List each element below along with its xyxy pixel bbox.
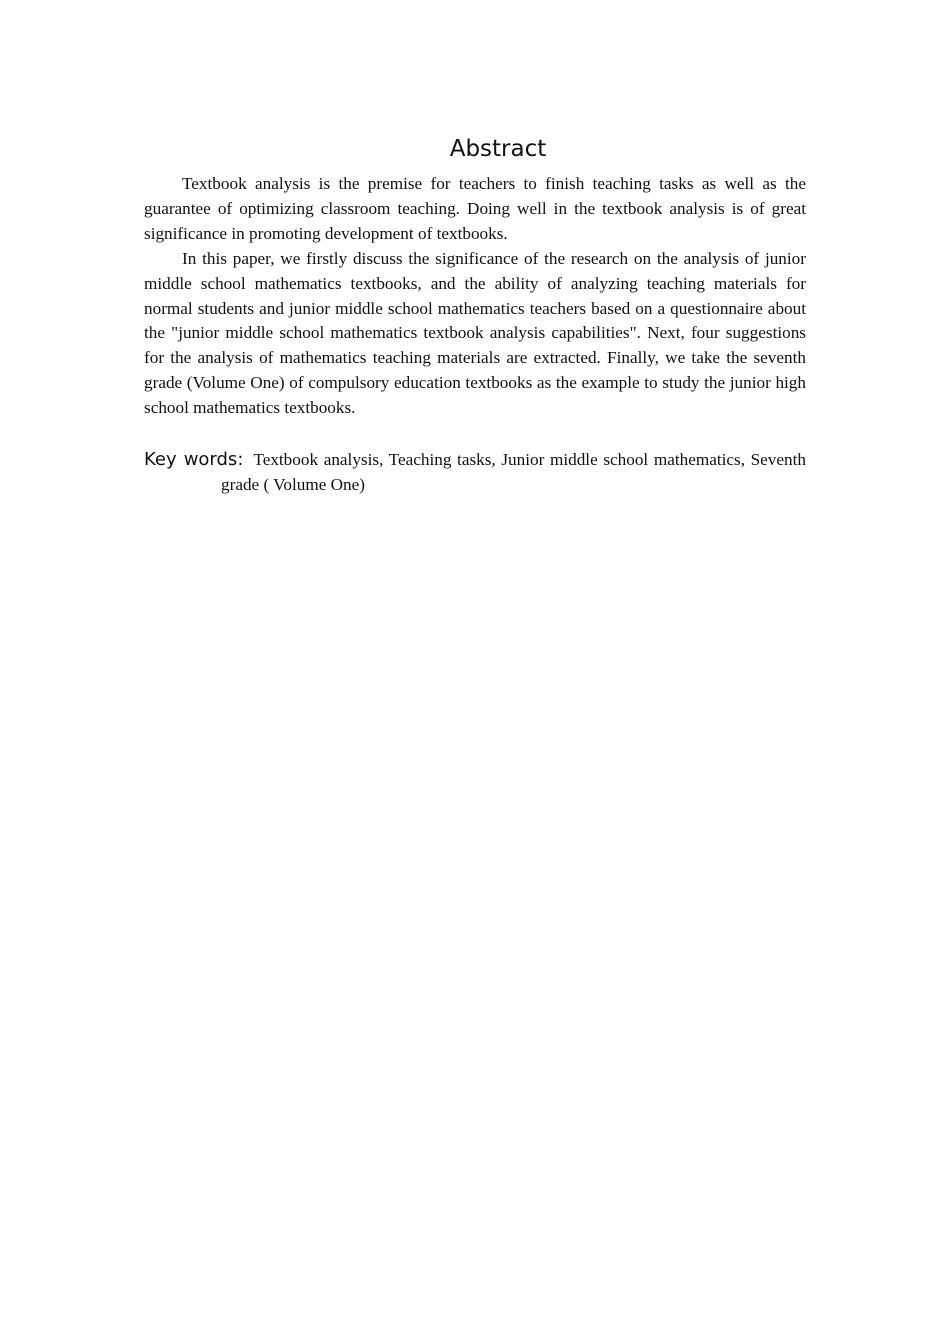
abstract-section [144, 134, 806, 497]
keywords-line [144, 448, 806, 497]
abstract-title: Abstract [449, 136, 547, 162]
keywords-text: Textbook analysis, Teaching tasks, Junior middle school mathematics, Seventh grade ( Volume One) [221, 450, 806, 494]
abstract-paragraph-1: Textbook analysis is the premise for teachers to finish teaching tasks as well as the guarantee of optimizing classroom teaching. Doing well in the textbook analysis is of great significance in promoting development of textbooks. [144, 174, 806, 243]
abstract-paragraph-2: In this paper, we firstly discuss the significance of the research on the analysis of junior middle school mathematics textbooks, and the ability of analyzing teaching materials for normal students and junior middle school mathematics teachers based on a questionnaire about the "junior middle school mathematics textbook analysis capabilities". Next, four suggestions for the analysis of mathematics teaching materials are extracted. Finally, we take the seventh grade (Volume One) of compulsory education textbooks as the example to study the junior high school mathematics textbooks. [144, 248, 806, 418]
keywords-label: Key words: [144, 449, 244, 471]
